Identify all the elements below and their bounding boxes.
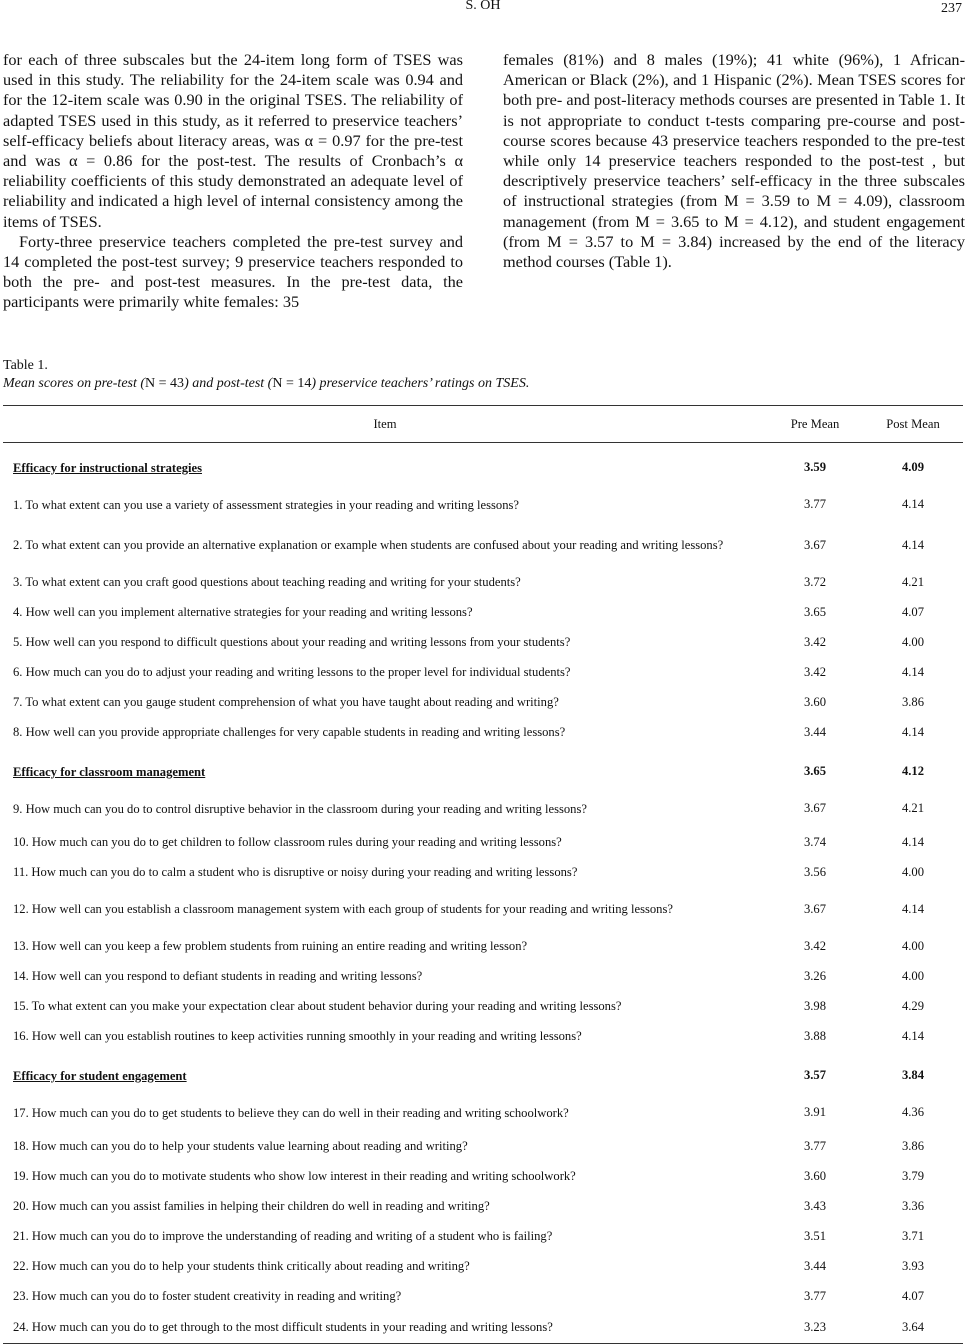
right-column bbox=[503, 50, 965, 272]
item-pre-mean: 3.65 bbox=[803, 604, 827, 619]
table-row bbox=[3, 597, 963, 627]
table-row bbox=[3, 827, 963, 857]
table-row bbox=[3, 657, 963, 687]
item-pre-mean: 3.26 bbox=[803, 968, 827, 983]
item-pre-mean: 3.44 bbox=[803, 1258, 827, 1273]
item-post-mean: 3.71 bbox=[901, 1228, 925, 1243]
item-text: 10. How much can you do to get children to follow classroom rules during your reading and writing lessons? bbox=[13, 835, 562, 849]
item-post-mean: 4.14 bbox=[901, 834, 925, 849]
item-pre-mean: 3.42 bbox=[803, 634, 827, 649]
item-text: 2. To what extent can you provide an alternative explanation or example when students are confused about your reading and writing lessons? bbox=[13, 538, 724, 552]
table-row bbox=[3, 961, 963, 991]
item-pre-mean: 3.67 bbox=[803, 901, 827, 916]
item-pre-mean: 3.42 bbox=[803, 664, 827, 679]
column-header-post-mean: Post Mean bbox=[863, 406, 963, 443]
item-post-mean: 4.21 bbox=[901, 574, 925, 589]
subscale-row bbox=[3, 747, 963, 790]
item-post-mean: 4.14 bbox=[901, 537, 925, 552]
page-number: 237 bbox=[941, 1, 962, 16]
subscale-post-mean: 3.84 bbox=[901, 1068, 925, 1082]
item-post-mean: 4.14 bbox=[901, 1028, 925, 1043]
item-post-mean: 3.93 bbox=[901, 1258, 925, 1273]
table-caption bbox=[3, 357, 529, 393]
item-post-mean: 4.07 bbox=[901, 1288, 925, 1303]
subscale-title: Efficacy for instructional strategies bbox=[13, 460, 202, 475]
item-pre-mean: 3.88 bbox=[803, 1028, 827, 1043]
item-post-mean: 4.21 bbox=[901, 801, 925, 815]
table-row bbox=[3, 887, 963, 931]
table-row bbox=[3, 567, 963, 597]
item-pre-mean: 3.56 bbox=[803, 864, 827, 879]
item-pre-mean: 3.74 bbox=[803, 834, 827, 849]
item-post-mean: 4.14 bbox=[901, 664, 925, 679]
subscale-title: Efficacy for student engagement bbox=[13, 1068, 187, 1083]
item-pre-mean: 3.60 bbox=[803, 1168, 827, 1183]
item-text: 17. How much can you do to get students to believe they can do well in their reading and writing schoolwork? bbox=[13, 1105, 569, 1120]
table-row bbox=[3, 931, 963, 961]
item-pre-mean: 3.23 bbox=[767, 1311, 863, 1344]
table-row bbox=[3, 717, 963, 747]
table-row bbox=[3, 1311, 963, 1344]
item-post-mean: 4.14 bbox=[901, 901, 925, 916]
item-post-mean: 3.79 bbox=[901, 1168, 925, 1183]
table-row bbox=[3, 857, 963, 887]
item-post-mean: 3.36 bbox=[901, 1198, 925, 1213]
table-row bbox=[3, 1281, 963, 1311]
item-pre-mean: 3.44 bbox=[803, 724, 827, 739]
table-label: Table 1. bbox=[3, 358, 48, 373]
item-pre-mean: 3.91 bbox=[803, 1105, 827, 1119]
table-row bbox=[3, 1251, 963, 1281]
table-row bbox=[3, 991, 963, 1021]
table-row bbox=[3, 486, 963, 523]
item-post-mean: 3.86 bbox=[901, 1138, 925, 1153]
item-text: 21. How much can you do to improve the understanding of reading and writing of a student who is failing? bbox=[13, 1229, 553, 1243]
item-text: 8. How well can you provide appropriate challenges for very capable students in reading and writing lessons? bbox=[13, 725, 566, 739]
item-text: 24. How much can you do to get through to the most difficult students in your reading and writing lessons? bbox=[3, 1311, 767, 1344]
table-row bbox=[3, 1094, 963, 1131]
item-text: 18. How much can you do to help your students value learning about reading and writing? bbox=[13, 1139, 468, 1153]
item-pre-mean: 3.67 bbox=[803, 801, 827, 815]
item-post-mean: 3.86 bbox=[901, 694, 925, 709]
item-text: 19. How much can you do to motivate students who show low interest in their reading and writing schoolwork? bbox=[13, 1169, 576, 1183]
item-text: 5. How well can you respond to difficult questions about your reading and writing lessons from your students? bbox=[13, 635, 571, 649]
column-header-pre-mean: Pre Mean bbox=[767, 406, 863, 443]
item-text: 22. How much can you do to help your students think critically about reading and writing? bbox=[13, 1259, 470, 1273]
item-pre-mean: 3.77 bbox=[803, 1138, 827, 1153]
table-title: Mean scores on pre-test (N = 43) and post-test (N = 14) preservice teachers’ ratings on TSES. bbox=[3, 376, 530, 391]
item-pre-mean: 3.77 bbox=[803, 497, 827, 511]
item-text: 7. To what extent can you gauge student comprehension of what you have taught about reading and writing? bbox=[13, 695, 559, 709]
item-post-mean: 4.14 bbox=[901, 497, 925, 511]
item-post-mean: 4.14 bbox=[901, 724, 925, 739]
item-pre-mean: 3.60 bbox=[803, 694, 827, 709]
item-text: 12. How well can you establish a classroom management system with each group of students for your reading and writing lessons? bbox=[13, 902, 673, 916]
table-row bbox=[3, 1021, 963, 1051]
item-pre-mean: 3.51 bbox=[803, 1228, 827, 1243]
paragraph: for each of three subscales but the 24-item long form of TSES was used in this study. The reliability for the 24-item scale was 0.94 and for the 12-item scale was 0.90 in the original TSES. The reliability of adapted TSES used in this study, as it referred to preservice teachers’ self-efficacy beliefs about literacy areas, was α = 0.97 for the pre-test and was α = 0.86 for the post-test. The results of Cronbach’s α reliability coefficients of this study demonstrated an adequate level of reliability and indicated a high level of internal consistency among the items of TSES. bbox=[3, 50, 463, 231]
left-column bbox=[3, 50, 463, 313]
table-row bbox=[3, 1161, 963, 1191]
table-row bbox=[3, 687, 963, 717]
item-text: 14. How well can you respond to defiant students in reading and writing lessons? bbox=[13, 969, 423, 983]
tses-table bbox=[3, 405, 963, 1344]
table-row bbox=[3, 523, 963, 567]
subscale-pre-mean: 3.57 bbox=[803, 1068, 827, 1082]
subscale-post-mean: 4.09 bbox=[901, 460, 925, 474]
item-text: 3. To what extent can you craft good questions about teaching reading and writing for your students? bbox=[13, 575, 521, 589]
item-text: 13. How well can you keep a few problem students from ruining an entire reading and writing lesson? bbox=[13, 939, 528, 953]
table-row bbox=[3, 790, 963, 827]
paragraph: females (81%) and 8 males (19%); 41 white (96%), 1 African-American or Black (2%), and 1 Hispanic (2%). Mean TSES scores for both pre- and post-literacy methods courses are presented in Table 1. It is not appropriate to conduct t-tests comparing pre-course and post-course scores because 43 preservice teachers responded to the pre-test while only 14 preservice teachers responded to the post-test , but descriptively preservice teachers’ self-efficacy in the three subscales of instructional strategies (from M = 3.59 to M = 4.09), classroom management (from M = 3.65 to M = 4.12), and student engagement (from M = 3.57 to M = 3.84) increased by the end of the literacy method courses (Table 1). bbox=[503, 50, 965, 272]
item-text: 16. How well can you establish routines to keep activities running smoothly in your reading and writing lessons? bbox=[13, 1029, 582, 1043]
table-row bbox=[3, 627, 963, 657]
column-header-item: Item bbox=[3, 406, 767, 443]
item-text: 6. How much can you do to adjust your reading and writing lessons to the proper level for individual students? bbox=[13, 665, 571, 679]
paragraph: Forty-three preservice teachers completed the pre-test survey and 14 completed the post-test survey; 9 preservice teachers responded to both the pre- and post-test measures. In the pre-test data, the participants were primarily white females: 35 bbox=[3, 231, 463, 312]
item-post-mean: 4.00 bbox=[901, 938, 925, 953]
item-text: 11. How much can you do to calm a student who is disruptive or noisy during your reading and writing lessons? bbox=[13, 865, 578, 879]
item-post-mean: 4.00 bbox=[901, 864, 925, 879]
item-post-mean: 4.07 bbox=[901, 604, 925, 619]
item-post-mean: 3.64 bbox=[863, 1311, 963, 1344]
subscale-pre-mean: 3.59 bbox=[803, 460, 827, 474]
item-text: 20. How much can you assist families in helping their children do well in reading and writing? bbox=[13, 1199, 490, 1213]
item-pre-mean: 3.77 bbox=[803, 1288, 827, 1303]
item-pre-mean: 3.98 bbox=[803, 998, 827, 1013]
subscale-post-mean: 4.12 bbox=[901, 764, 925, 778]
running-header-author: S. OH bbox=[465, 0, 501, 13]
subscale-title: Efficacy for classroom management bbox=[13, 764, 206, 779]
item-pre-mean: 3.72 bbox=[803, 574, 827, 589]
table-row bbox=[3, 1221, 963, 1251]
item-text: 4. How well can you implement alternative strategies for your reading and writing lessons? bbox=[13, 605, 473, 619]
item-pre-mean: 3.67 bbox=[803, 537, 827, 552]
item-text: 1. To what extent can you use a variety of assessment strategies in your reading and writing lessons? bbox=[13, 497, 520, 512]
table-row bbox=[3, 1131, 963, 1161]
item-post-mean: 4.36 bbox=[901, 1105, 925, 1119]
item-post-mean: 4.29 bbox=[901, 998, 925, 1013]
item-pre-mean: 3.43 bbox=[803, 1198, 827, 1213]
subscale-row bbox=[3, 443, 963, 487]
item-pre-mean: 3.42 bbox=[803, 938, 827, 953]
item-text: 15. To what extent can you make your expectation clear about student behavior during your reading and writing lessons? bbox=[13, 999, 622, 1013]
item-post-mean: 4.00 bbox=[901, 968, 925, 983]
table-header-row bbox=[3, 406, 963, 443]
subscale-row bbox=[3, 1051, 963, 1094]
subscale-pre-mean: 3.65 bbox=[803, 764, 827, 778]
table-row bbox=[3, 1191, 963, 1221]
item-text: 23. How much can you do to foster student creativity in reading and writing? bbox=[13, 1289, 402, 1303]
item-text: 9. How much can you do to control disruptive behavior in the classroom during your reading and writing lessons? bbox=[13, 801, 587, 816]
item-post-mean: 4.00 bbox=[901, 634, 925, 649]
